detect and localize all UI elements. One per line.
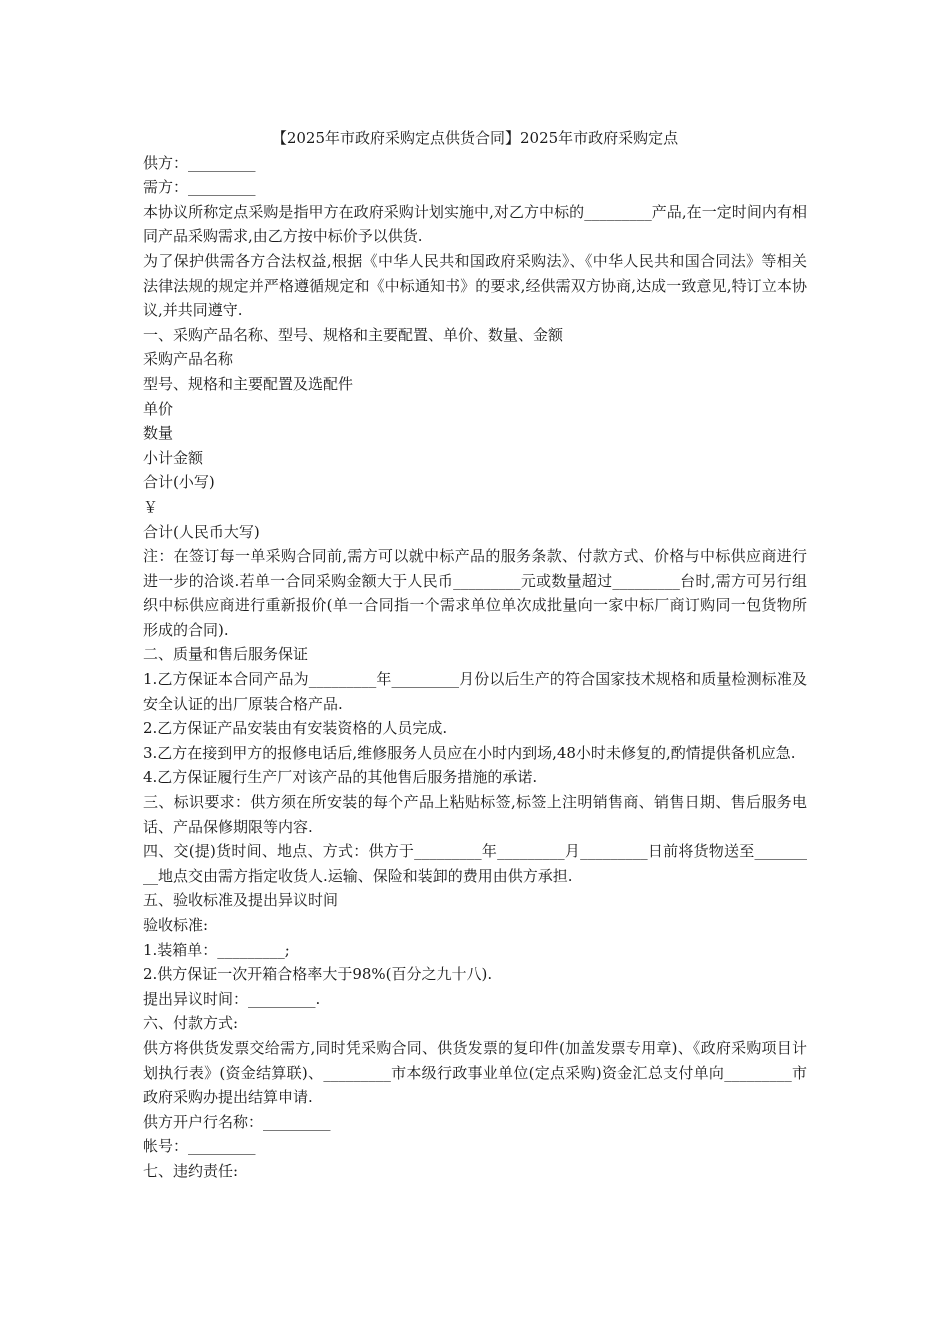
item-quantity: 数量 <box>143 424 174 443</box>
section-5-heading: 五、验收标准及提出异议时间 <box>143 891 339 910</box>
section-4-delivery: 四、交(提)货时间、地点、方式：供方于_________年_________月_________日前将货物送至_________地点交由需方指定收货人.运输、保险和装卸的费用由供方承担. <box>143 842 807 885</box>
document-body <box>143 151 807 1184</box>
item-unit-price: 单价 <box>143 399 174 418</box>
clause-2-4: 4.乙方保证履行生产厂对该产品的其他售后服务措施的承诺. <box>143 768 538 787</box>
bank-name-line: 供方开户行名称：_________ <box>143 1112 331 1131</box>
item-product-name: 采购产品名称 <box>143 350 234 369</box>
item-yuan-symbol: ￥ <box>143 497 159 516</box>
section-7-heading: 七、违约责任: <box>143 1161 239 1180</box>
clause-5-1: 1.装箱单：_________; <box>143 940 290 959</box>
buyer-line: 需方：_________ <box>143 178 256 197</box>
payment-clause: 供方将供货发票交给需方,同时凭采购合同、供货发票的复印件(加盖发票专用章)、《政府采购项目计划执行表》(资金结算联)、_________市本级行政事业单位(定点采购)资金汇总支付单向_________市政府采购办提出结算申请. <box>143 1038 807 1107</box>
account-number-line: 帐号：_________ <box>143 1137 256 1156</box>
item-subtotal: 小计金额 <box>143 448 204 467</box>
supplier-line: 供方：_________ <box>143 153 256 172</box>
paragraph-purpose: 为了保护供需各方合法权益,根据《中华人民共和国政府采购法》、《中华人民共和国合同法》等相关法律法规的规定并严格遵循规定和《中标通知书》的要求,经供需双方协商,达成一致意见,特订立本协议,并共同遵守. <box>143 251 807 320</box>
item-total-figures: 合计(小写) <box>143 473 215 492</box>
section-2-heading: 二、质量和售后服务保证 <box>143 645 309 664</box>
item-model-spec: 型号、规格和主要配置及选配件 <box>143 374 354 393</box>
objection-time: 提出异议时间：_________. <box>143 989 321 1008</box>
clause-2-3: 3.乙方在接到甲方的报修电话后,维修服务人员应在小时内到场,48小时未修复的,酌情提供备机应急. <box>143 743 796 762</box>
section-6-heading: 六、付款方式: <box>143 1014 239 1033</box>
clause-5-2: 2.供方保证一次开箱合格率大于98%(百分之九十八). <box>143 965 493 984</box>
acceptance-standard-label: 验收标准: <box>143 916 209 934</box>
item-total-words: 合计(人民币大写) <box>143 522 260 541</box>
document-title: 【2025年市政府采购定点供货合同】2025年市政府采购定点 <box>271 129 679 147</box>
paragraph-note: 注：在签订每一单采购合同前,需方可以就中标产品的服务条款、付款方式、价格与中标供应商进行进一步的洽谈.若单一合同采购金额大于人民币_________元或数量超过_________台时,需方可另行组织中标供应商进行重新报价(单一合同指一个需求单位单次成批量向一家中标厂商订购同一包货物所形成的合同). <box>143 547 807 639</box>
paragraph-definition: 本协议所称定点采购是指甲方在政府采购计划实施中,对乙方中标的_________产品,在一定时间内有相同产品采购需求,由乙方按中标价予以供货. <box>143 202 807 246</box>
section-1-heading: 一、采购产品名称、型号、规格和主要配置、单价、数量、金额 <box>143 325 564 344</box>
clause-2-2: 2.乙方保证产品安装由有安装资格的人员完成. <box>143 719 448 738</box>
clause-2-1: 1.乙方保证本合同产品为_________年_________月份以后生产的符合国家技术规格和质量检测标准及安全认证的出厂原装合格产品. <box>143 670 807 713</box>
section-3-labeling: 三、标识要求：供方须在所安装的每个产品上粘贴标签,标签上注明销售商、销售日期、售后服务电话、产品保修期限等内容. <box>143 793 807 836</box>
contract-document <box>143 126 807 1184</box>
